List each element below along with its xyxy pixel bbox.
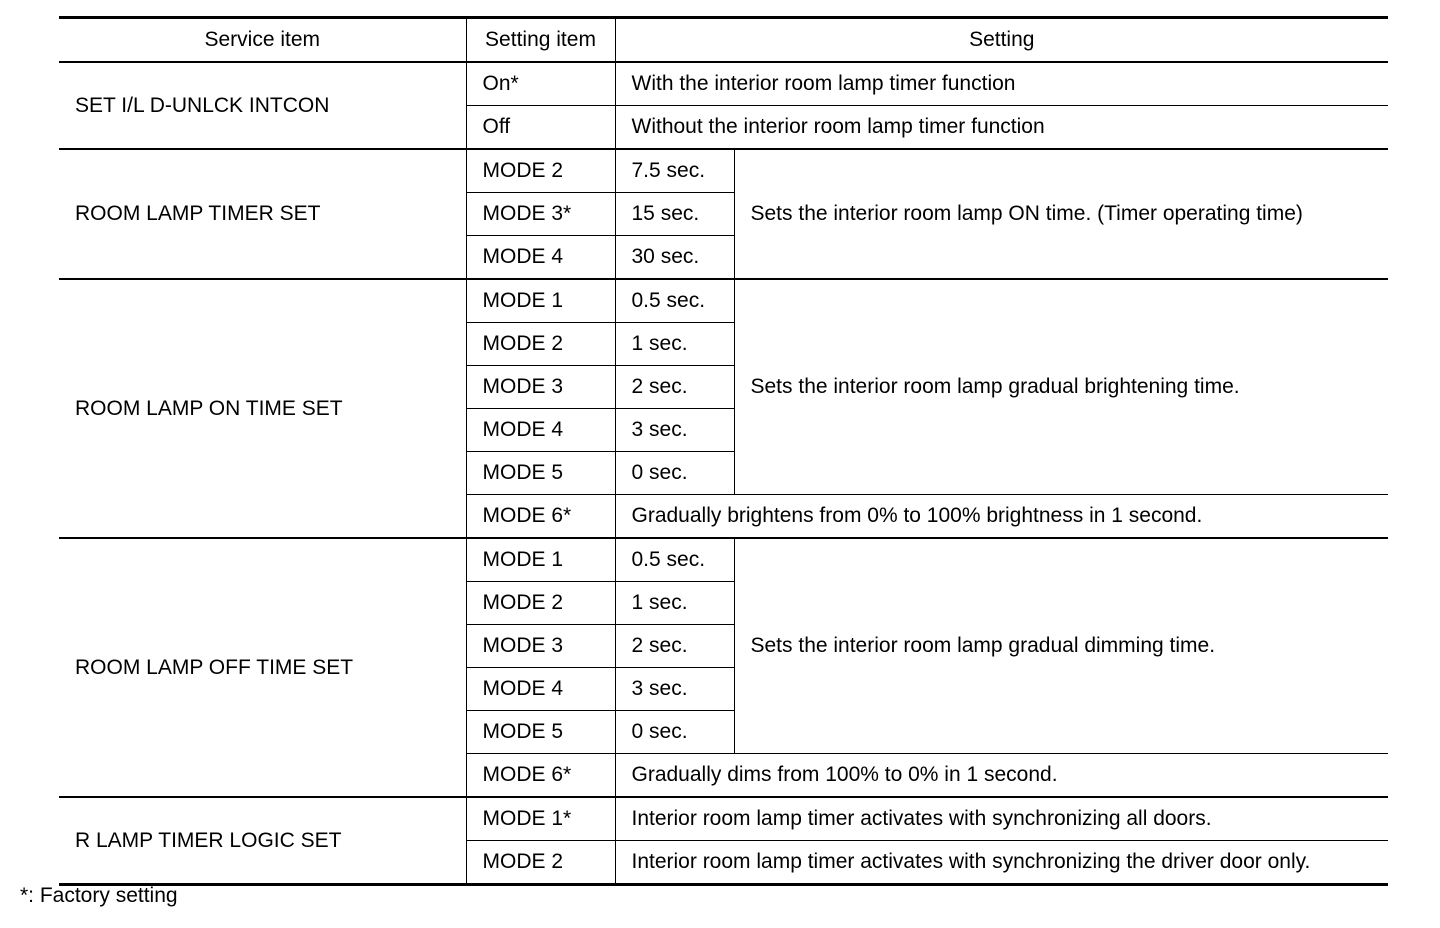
setting-item-cell: MODE 4 [466, 668, 615, 711]
setting-cell: Without the interior room lamp timer function [615, 106, 1388, 150]
setting-value-cell: 2 sec. [615, 366, 734, 409]
setting-item-cell: MODE 2 [466, 841, 615, 885]
setting-item-cell: On* [466, 62, 615, 106]
service-item-cell: ROOM LAMP OFF TIME SET [59, 538, 466, 797]
setting-value-cell: 15 sec. [615, 193, 734, 236]
header-service-item: Service item [59, 18, 466, 63]
service-item-cell: SET I/L D-UNLCK INTCON [59, 62, 466, 149]
setting-cell: Gradually brightens from 0% to 100% brightness in 1 second. [615, 495, 1388, 539]
setting-item-cell: MODE 5 [466, 452, 615, 495]
setting-item-cell: MODE 2 [466, 149, 615, 193]
service-item-cell: ROOM LAMP TIMER SET [59, 149, 466, 279]
setting-cell: With the interior room lamp timer function [615, 62, 1388, 106]
setting-item-cell: MODE 1 [466, 279, 615, 323]
setting-value-cell: 0.5 sec. [615, 279, 734, 323]
setting-cell: Gradually dims from 100% to 0% in 1 second. [615, 754, 1388, 798]
setting-item-cell: MODE 2 [466, 323, 615, 366]
setting-description-cell: Sets the interior room lamp ON time. (Timer operating time) [734, 149, 1388, 279]
setting-item-cell: MODE 2 [466, 582, 615, 625]
setting-item-cell: MODE 4 [466, 236, 615, 280]
table-row [59, 797, 1388, 841]
setting-value-cell: 30 sec. [615, 236, 734, 280]
setting-description-cell: Sets the interior room lamp gradual brightening time. [734, 279, 1388, 495]
service-item-cell: ROOM LAMP ON TIME SET [59, 279, 466, 538]
header-setting-item: Setting item [466, 18, 615, 63]
setting-description-cell: Sets the interior room lamp gradual dimming time. [734, 538, 1388, 754]
setting-value-cell: 0.5 sec. [615, 538, 734, 582]
setting-item-cell: Off [466, 106, 615, 150]
service-item-cell: R LAMP TIMER LOGIC SET [59, 797, 466, 885]
setting-item-cell: MODE 5 [466, 711, 615, 754]
setting-value-cell: 3 sec. [615, 668, 734, 711]
header-setting: Setting [615, 18, 1388, 63]
setting-item-cell: MODE 3* [466, 193, 615, 236]
table-row [59, 149, 1388, 193]
setting-value-cell: 1 sec. [615, 582, 734, 625]
table-row [59, 538, 1388, 582]
setting-cell: Interior room lamp timer activates with synchronizing the driver door only. [615, 841, 1388, 885]
setting-cell: Interior room lamp timer activates with synchronizing all doors. [615, 797, 1388, 841]
setting-value-cell: 1 sec. [615, 323, 734, 366]
setting-item-cell: MODE 3 [466, 366, 615, 409]
setting-value-cell: 3 sec. [615, 409, 734, 452]
setting-value-cell: 2 sec. [615, 625, 734, 668]
table-row [59, 62, 1388, 106]
service-settings-table [59, 16, 1388, 886]
setting-value-cell: 7.5 sec. [615, 149, 734, 193]
setting-item-cell: MODE 6* [466, 754, 615, 798]
table-row [59, 279, 1388, 323]
setting-value-cell: 0 sec. [615, 452, 734, 495]
setting-value-cell: 0 sec. [615, 711, 734, 754]
footnote: *: Factory setting [20, 884, 178, 907]
setting-item-cell: MODE 3 [466, 625, 615, 668]
setting-item-cell: MODE 6* [466, 495, 615, 539]
setting-item-cell: MODE 1 [466, 538, 615, 582]
setting-item-cell: MODE 4 [466, 409, 615, 452]
setting-item-cell: MODE 1* [466, 797, 615, 841]
header-row [59, 18, 1388, 63]
